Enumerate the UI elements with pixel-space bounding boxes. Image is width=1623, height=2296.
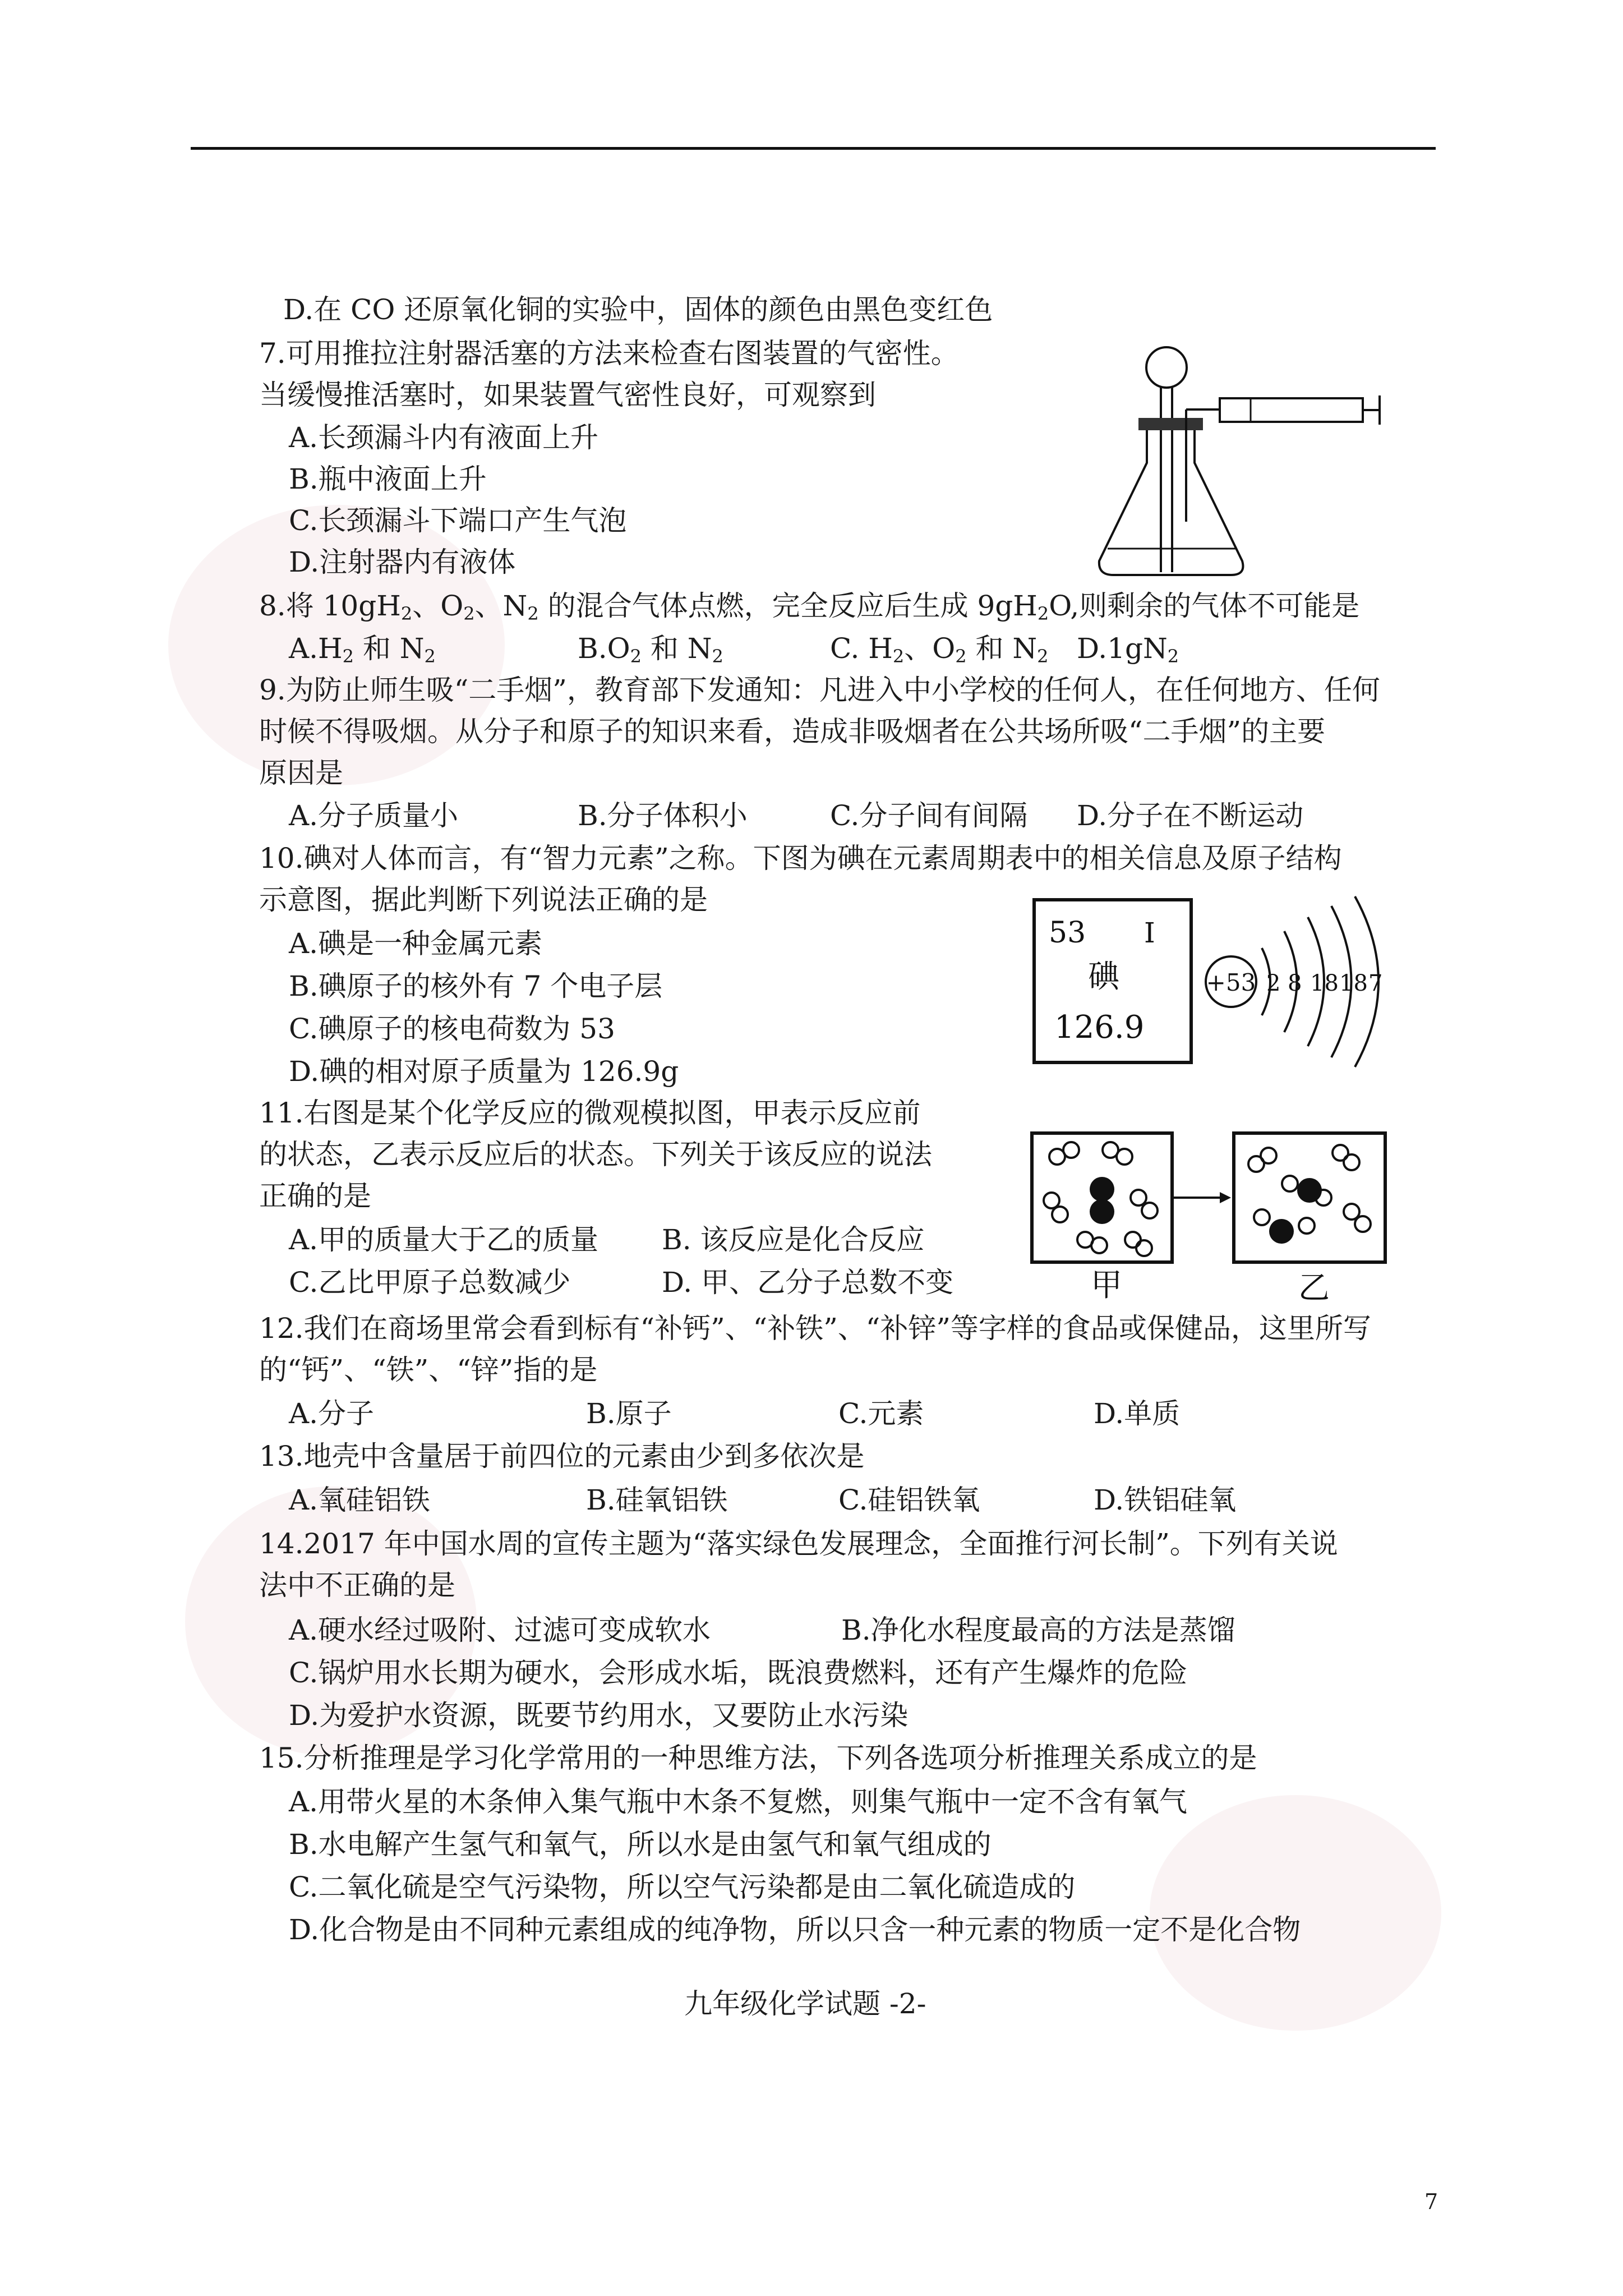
q7-option-d: D.注射器内有液体 (289, 546, 516, 578)
q10-stem-line1: 10.碘对人体而言，有“智力元素”之称。下图为碘在元素周期表中的相关信息及原子结构 (259, 842, 1342, 875)
q9-option-b: B.分子体积小 (578, 799, 748, 832)
shell-2-electrons: 8 (1288, 970, 1302, 996)
q15-option-b: B.水电解产生氢气和氧气，所以水是由氢气和氧气组成的 (289, 1828, 992, 1861)
shell-4-electrons: 18 (1339, 970, 1368, 996)
q8-option-a: $A.H_2$ 和 $N_2$ (289, 632, 436, 667)
page-number: 7 (1424, 2189, 1438, 2214)
q12-option-a: A.分子 (289, 1397, 375, 1430)
q8-option-c: C. $H_2$、$O_2$ 和 $N_2$ (830, 632, 1049, 667)
shell-1-electrons: 2 (1266, 970, 1281, 996)
shell-5-electrons: 7 (1368, 970, 1383, 996)
q7-option-c: C.长颈漏斗下端口产生气泡 (289, 504, 627, 537)
q10-option-a: A.碘是一种金属元素 (289, 927, 543, 960)
q8-option-d: $D.1gN_2$ (1077, 632, 1179, 667)
q12-option-c: C.元素 (838, 1397, 924, 1430)
q11-option-c: C.乙比甲原子总数减少 (289, 1266, 571, 1299)
q12-stem-line2: 的“钙”、“铁”、“锌”指的是 (259, 1354, 598, 1386)
atomic-number: 53 (1049, 916, 1086, 950)
q9-option-c: C.分子间有间隔 (830, 799, 1028, 832)
q14-option-a: A.硬水经过吸附、过滤可变成软水 (289, 1614, 711, 1646)
nucleus-charge: +53 (1206, 969, 1256, 996)
q14-stem-line1: 14.2017 年中国水周的宣传主题为“落实绿色发展理念，全面推行河长制”。下列有关说 (259, 1527, 1338, 1560)
q13-option-a: A.氧硅铝铁 (289, 1484, 431, 1516)
q15-option-a: A.用带火星的木条伸入集气瓶中木条不复燃，则集气瓶中一定不含有氧气 (289, 1786, 1188, 1818)
element-symbol: I (1144, 917, 1155, 949)
q15-option-d: D.化合物是由不同种元素组成的纯净物，所以只含一种元素的物质一定不是化合物 (289, 1913, 1301, 1946)
footer-title: 九年级化学试题 -2- (684, 1987, 926, 2020)
q11-stem-line3: 正确的是 (259, 1180, 371, 1212)
q6-option-d: D.在 CO 还原氧化铜的实验中，固体的颜色由黑色变红色 (283, 293, 993, 326)
q7-option-b: B.瓶中液面上升 (289, 463, 487, 495)
q14-stem-line2: 法中不正确的是 (259, 1569, 455, 1602)
q10-option-c: C.碘原子的核电荷数为 53 (289, 1013, 615, 1045)
q10-option-b: B.碘原子的核外有 7 个电子层 (289, 970, 663, 1002)
q9-stem-line1: 9.为防止师生吸“二手烟”，教育部下发通知：凡进入中小学校的任何人，在任何地方、任何 (259, 674, 1380, 706)
syringe-flask-apparatus (1082, 337, 1385, 589)
q14-option-c: C.锅炉用水长期为硬水，会形成水垢，既浪费燃料，还有产生爆炸的危险 (289, 1657, 1188, 1689)
label-before: 甲 (1091, 1267, 1122, 1304)
q14-option-b: B.净化水程度最高的方法是蒸馏 (841, 1614, 1235, 1646)
q9-stem-line3: 原因是 (259, 757, 343, 789)
atomic-mass: 126.9 (1054, 1009, 1145, 1046)
q10-option-d: D.碘的相对原子质量为 126.9g (289, 1055, 679, 1088)
q13-option-d: D.铁铝硅氧 (1094, 1484, 1237, 1516)
label-after: 乙 (1298, 1270, 1330, 1306)
q7-stem-line2: 当缓慢推活塞时，如果装置气密性良好，可观察到 (259, 379, 876, 411)
q8-option-b: $B.O_2$ 和 $N_2$ (578, 632, 723, 667)
q11-option-b: B. 该反应是化合反应 (662, 1223, 925, 1256)
q11-option-d: D. 甲、乙分子总数不变 (662, 1266, 954, 1299)
q12-option-b: B.原子 (586, 1397, 672, 1430)
q7-option-a: A.长颈漏斗内有液面上升 (289, 421, 599, 454)
q15-option-c: C.二氧化硫是空气污染物，所以空气污染都是由二氧化硫造成的 (289, 1871, 1076, 1903)
q10-stem-line2: 示意图，据此判断下列说法正确的是 (259, 884, 708, 916)
q9-option-d: D.分子在不断运动 (1077, 799, 1304, 832)
q7-stem-line1: 7.可用推拉注射器活塞的方法来检查右图装置的气密性。 (259, 337, 959, 370)
reaction-micro-diagram (1026, 1128, 1408, 1318)
shell-3-electrons: 18 (1310, 970, 1339, 996)
iodine-periodic-cell (1032, 898, 1195, 1066)
q14-option-d: D.为爱护水资源，既要节约用水，又要防止水污染 (289, 1699, 909, 1732)
q12-stem-line1: 12.我们在商场里常会看到标有“补钙”、“补铁”、“补锌”等字样的食品或保健品，这里所写 (259, 1312, 1371, 1345)
header-rule (191, 147, 1436, 150)
q12-option-d: D.单质 (1094, 1397, 1181, 1430)
q9-option-a: A.分子质量小 (289, 799, 459, 832)
q8-stem: 8.将 $10gH_2$、$O_2$、$N_2$ 的混合气体点燃，完全反应后生成 $9gH_2O$,则剩余的气体不可能是 (259, 590, 1360, 624)
q11-stem-line2: 的状态，乙表示反应后的状态。下列关于该反应的说法 (259, 1138, 932, 1171)
q13-option-b: B.硅氧铝铁 (586, 1484, 728, 1516)
q13-option-c: C.硅铝铁氧 (838, 1484, 980, 1516)
element-name: 碘 (1088, 959, 1119, 995)
q11-option-a: A.甲的质量大于乙的质量 (289, 1223, 599, 1256)
q11-stem-line1: 11.右图是某个化学反应的微观模拟图，甲表示反应前 (259, 1097, 921, 1129)
q15-stem: 15.分析推理是学习化学常用的一种思维方法，下列各选项分析推理关系成立的是 (259, 1742, 1257, 1774)
q9-stem-line2: 时候不得吸烟。从分子和原子的知识来看，造成非吸烟者在公共场所吸“二手烟”的主要 (259, 715, 1326, 748)
q13-stem: 13.地壳中含量居于前四位的元素由少到多依次是 (259, 1440, 865, 1473)
iodine-atom-structure (1200, 886, 1413, 1077)
